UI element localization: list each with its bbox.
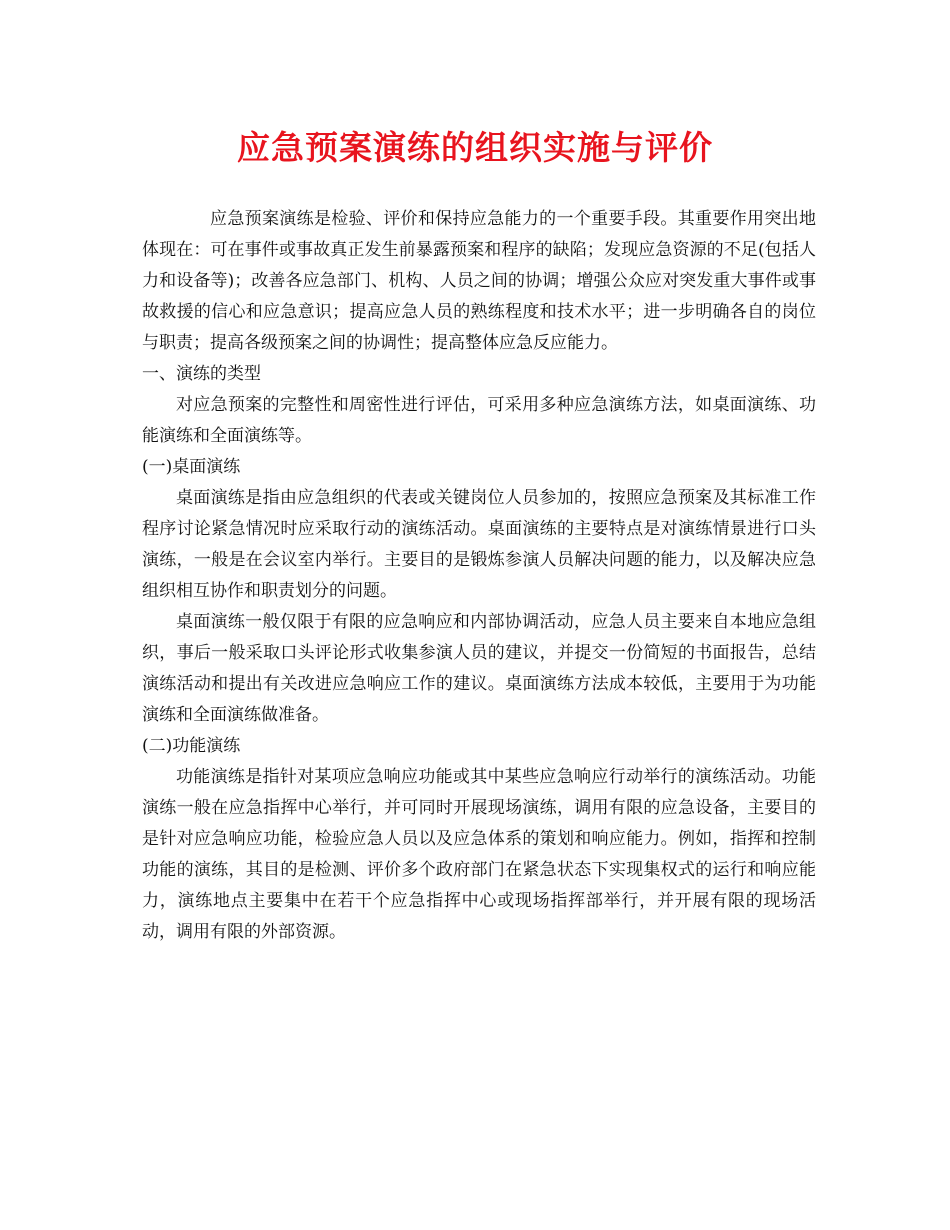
document-title: 应急预案演练的组织实施与评价: [237, 128, 713, 167]
intro-paragraph: 应急预案演练是检验、评价和保持应急能力的一个重要手段。其重要作用突出地体现在：可在事件或事故真正发生前暴露预案和程序的缺陷；发现应急资源的不足(包括人力和设备等)；改善各应急部门、机构、人员之间的协调；增强公众应对突发重大事件或事故救援的信心和应急意识；提高应急人员的熟练程度和技术水平；进一步明确各自的岗位与职责；提高各级预案之间的协调性；提高整体应急反应能力。: [142, 209, 816, 353]
subsection-heading-tabletop: (一)桌面演练: [142, 457, 241, 477]
body-paragraph: 对应急预案的完整性和周密性进行评估，可采用多种应急演练方法，如桌面演练、功能演练和全面演练等。: [142, 395, 816, 446]
document-body: [142, 204, 816, 948]
subsection-heading-functional: (二)功能演练: [142, 736, 241, 756]
body-paragraph: 桌面演练是指由应急组织的代表或关键岗位人员参加的，按照应急预案及其标准工作程序讨论紧急情况时应采取行动的演练活动。桌面演练的主要特点是对演练情景进行口头演练，一般是在会议室内举行。主要目的是锻炼参演人员解决问题的能力，以及解决应急组织相互协作和职责划分的问题。: [142, 488, 816, 601]
section-heading-types: 一、演练的类型: [142, 364, 261, 384]
body-paragraph: 功能演练是指针对某项应急响应功能或其中某些应急响应行动举行的演练活动。功能演练一般在应急指挥中心举行，并可同时开展现场演练，调用有限的应急设备，主要目的是针对应急响应功能，检验应急人员以及应急体系的策划和响应能力。例如，指挥和控制功能的演练，其目的是检测、评价多个政府部门在紧急状态下实现集权式的运行和响应能力，演练地点主要集中在若干个应急指挥中心或现场指挥部举行，并开展有限的现场活动，调用有限的外部资源。: [142, 767, 816, 942]
body-paragraph: 桌面演练一般仅限于有限的应急响应和内部协调活动，应急人员主要来自本地应急组织，事后一般采取口头评论形式收集参演人员的建议，并提交一份简短的书面报告，总结演练活动和提出有关改进应急响应工作的建议。桌面演练方法成本较低，主要用于为功能演练和全面演练做准备。: [142, 612, 816, 725]
